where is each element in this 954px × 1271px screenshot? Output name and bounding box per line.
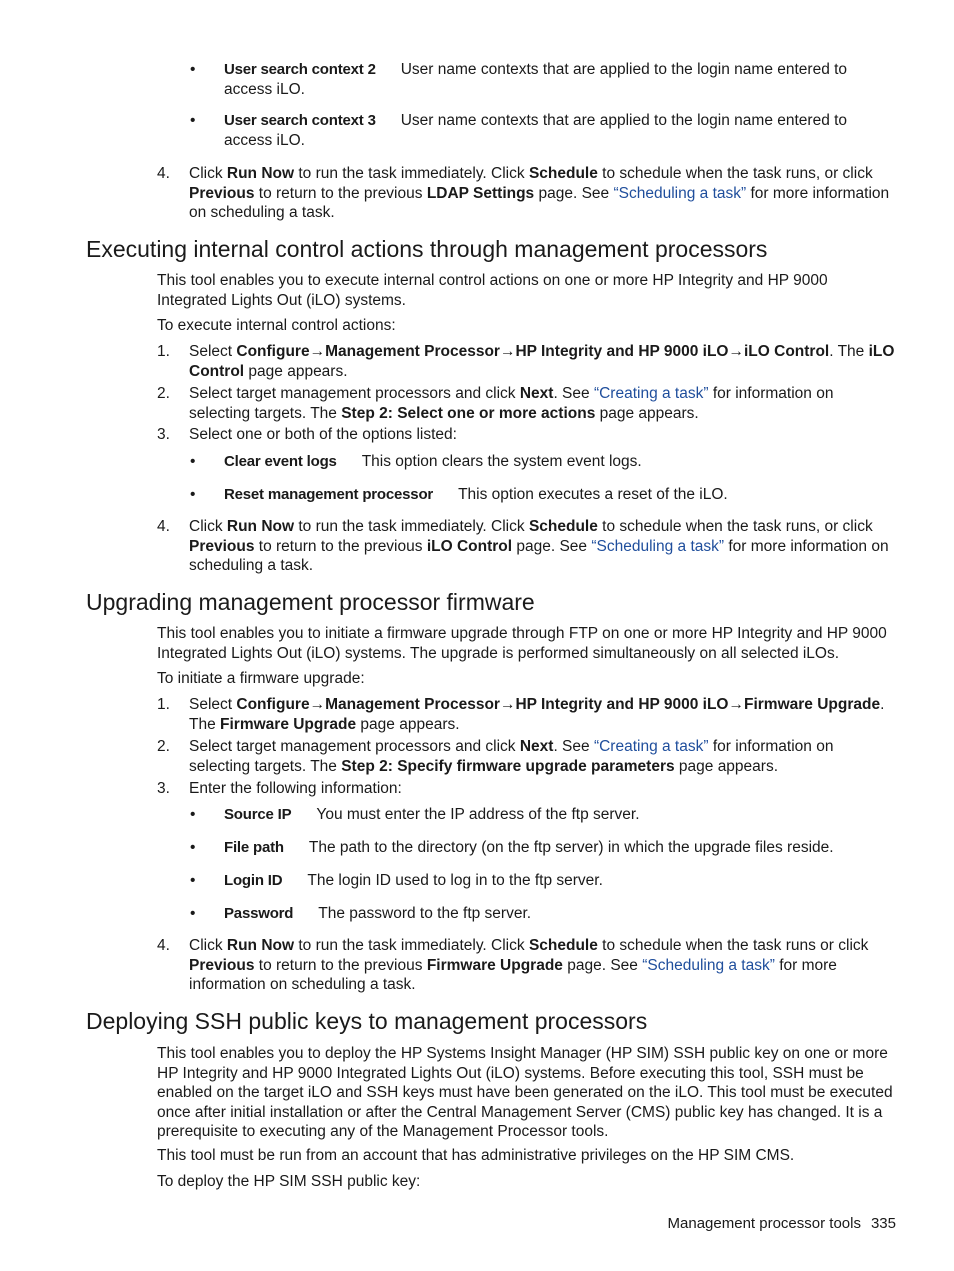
previous-label: Previous — [189, 184, 255, 202]
scheduling-task-link[interactable]: “Scheduling a task” — [591, 537, 725, 555]
scheduling-task-link[interactable]: “Scheduling a task” — [613, 184, 747, 202]
sec3-p1: This tool enables you to deploy the HP Systems Insight Manager (HP SIM) SSH public key on one or more HP Integrity and HP 9000 Integrated Lights Out (iLO) systems. Before executing this tool, SSH must be enabled on the target iLO and SSH keys must have been generated on the iLO. This tool must be executed once after initial installation or after the Central Management Server (CMS) public key has changed. It is a prerequisite to executing any of the Management Processor tools. — [157, 1045, 893, 1140]
page-footer — [668, 1214, 896, 1234]
creating-task-link[interactable]: “Creating a task” — [593, 738, 709, 755]
document-page: • User search context 2 User name contexts that are applied to the login name entered to access iLO. • User search context 3 User name contexts that are applied to the login name entered to access iLO. 4. Click Run Now to run the task immediately. Click Schedule to schedule when the task runs, or click Previous to return to the previous LDAP Settings page. See “Scheduling a task” for more information on scheduling a task. Executing internal control actions through management processors This tool enables you to execute internal control actions on one or more HP Integrity and HP 9000 Integrated Lights Out (iLO) systems. To execute internal control actions: 1. Select Configure→Management Processor→HP Integrity and HP 9000 iLO→iLO Control. The iLO Control page appears. 2. Select target management processors and click Next. See “Creating a task” for information on selecting targets. The Step 2: Select one or more actions page appears. 3. Select one or both of the options listed: • Clear event logs This option clears the system event logs. • Reset management processor This option executes a reset of the iLO. 4. Click Run Now to run the task immediately. Click Schedule to schedule when the task runs, or click Previous to return to the previous iLO Control page. See “Scheduling a task” for more information on scheduling a task. Upgrading management processor firmware This tool enables you to initiate a firmware upgrade through FTP on one or more HP Integrity and HP 9000 Integrated Lights Out (iLO) systems. The upgrade is performed simultaneously on all selected iLOs. To initiate a firmware upgrade: 1. Select Configure→Management Processor→HP Integrity and HP 9000 iLO→Firmware Upgrade. The Firmware Upgrade page appears. 2. Select target management processors and click Next. See “Creating a task” for information on selecting targets. The Step 2: Specify firmware upgrade parameters page appears. 3. Enter the following information: • Source IP You must enter the IP address of the ftp server. • File path The path to the directory (on the ftp server) in which the upgrade files reside. • Login ID The login ID used to log in to the ftp server. • Password The password to the ftp server. 4. Click Run Now to run the task immediately. Click Schedule to schedule when the task runs or click Previous to return to the previous Firmware Upgrade page. See “Scheduling a task” for more information on scheduling a task. Deploying SSH public keys to management processors This tool enables you to deploy the HP Systems Insight Manager (HP SIM) SSH public key on one or more HP Integrity and HP 9000 Integrated Lights Out (iLO) systems. Before executing this tool, SSH must be enabled on the target iLO and SSH keys must have been generated on the iLO. This tool must be executed once after initial installation or after the Central Management Server (CMS) public key has changed. It is a prerequisite to executing any of the Management Processor tools. This tool must be run from an account that has administrative privileges on the HP SIM CMS. To deploy the HP SIM SSH public key: Management processor tools 335 — [0, 0, 954, 1271]
section-heading-internal-control: Executing internal control actions through management processors — [86, 236, 768, 262]
page-number: 335 — [870, 1215, 896, 1232]
description: User name contexts that are applied to the login name entered to access iLO. — [224, 61, 848, 98]
sec3-p2: This tool must be run from an account that has administrative privileges on the HP SIM CMS. — [157, 1147, 795, 1164]
bullet-dot: • — [190, 61, 196, 78]
run-now-label: Run Now — [226, 165, 295, 182]
term: User search context 3 — [224, 112, 376, 129]
footer-section-title: Management processor tools — [667, 1215, 861, 1232]
bullet-dot: • — [190, 112, 196, 129]
sec3-p3: To deploy the HP SIM SSH public key: — [157, 1173, 421, 1190]
sec2-intro: This tool enables you to initiate a firmware upgrade through FTP on one or more HP Integrity and HP 9000 Integrated Lights Out (iLO) systems. The upgrade is performed simultaneously on all selected iLOs. — [157, 625, 887, 662]
sec2-lead: To initiate a firmware upgrade: — [157, 670, 365, 687]
sec1-intro: This tool enables you to execute internal control actions on one or more HP Integrity and HP 9000 Integrated Lights Out (iLO) systems. — [157, 272, 828, 309]
sec1-lead: To execute internal control actions: — [157, 317, 396, 334]
creating-task-link[interactable]: “Creating a task” — [593, 385, 709, 402]
page-name: Step 2: Select one or more actions — [341, 404, 596, 422]
description: User name contexts that are applied to the login name entered to access iLO. — [224, 112, 848, 149]
scheduling-task-link[interactable]: “Scheduling a task” — [642, 956, 775, 974]
menu-path: Configure→Management Processor→HP Integrity and HP 9000 iLO→iLO Control — [236, 343, 830, 360]
schedule-label: Schedule — [528, 165, 598, 182]
section-heading-ssh-keys: Deploying SSH public keys to management processors — [86, 1008, 648, 1034]
step-number: 4. — [157, 165, 170, 182]
term: User search context 2 — [224, 61, 376, 78]
next-label: Next — [519, 385, 554, 402]
page-name: iLO Control — [189, 343, 895, 380]
menu-path: Configure→Management Processor→HP Integrity and HP 9000 iLO→Firmware Upgrade — [236, 696, 881, 713]
section-heading-firmware-upgrade: Upgrading management processor firmware — [86, 589, 535, 615]
ldap-settings-label: LDAP Settings — [426, 184, 535, 202]
